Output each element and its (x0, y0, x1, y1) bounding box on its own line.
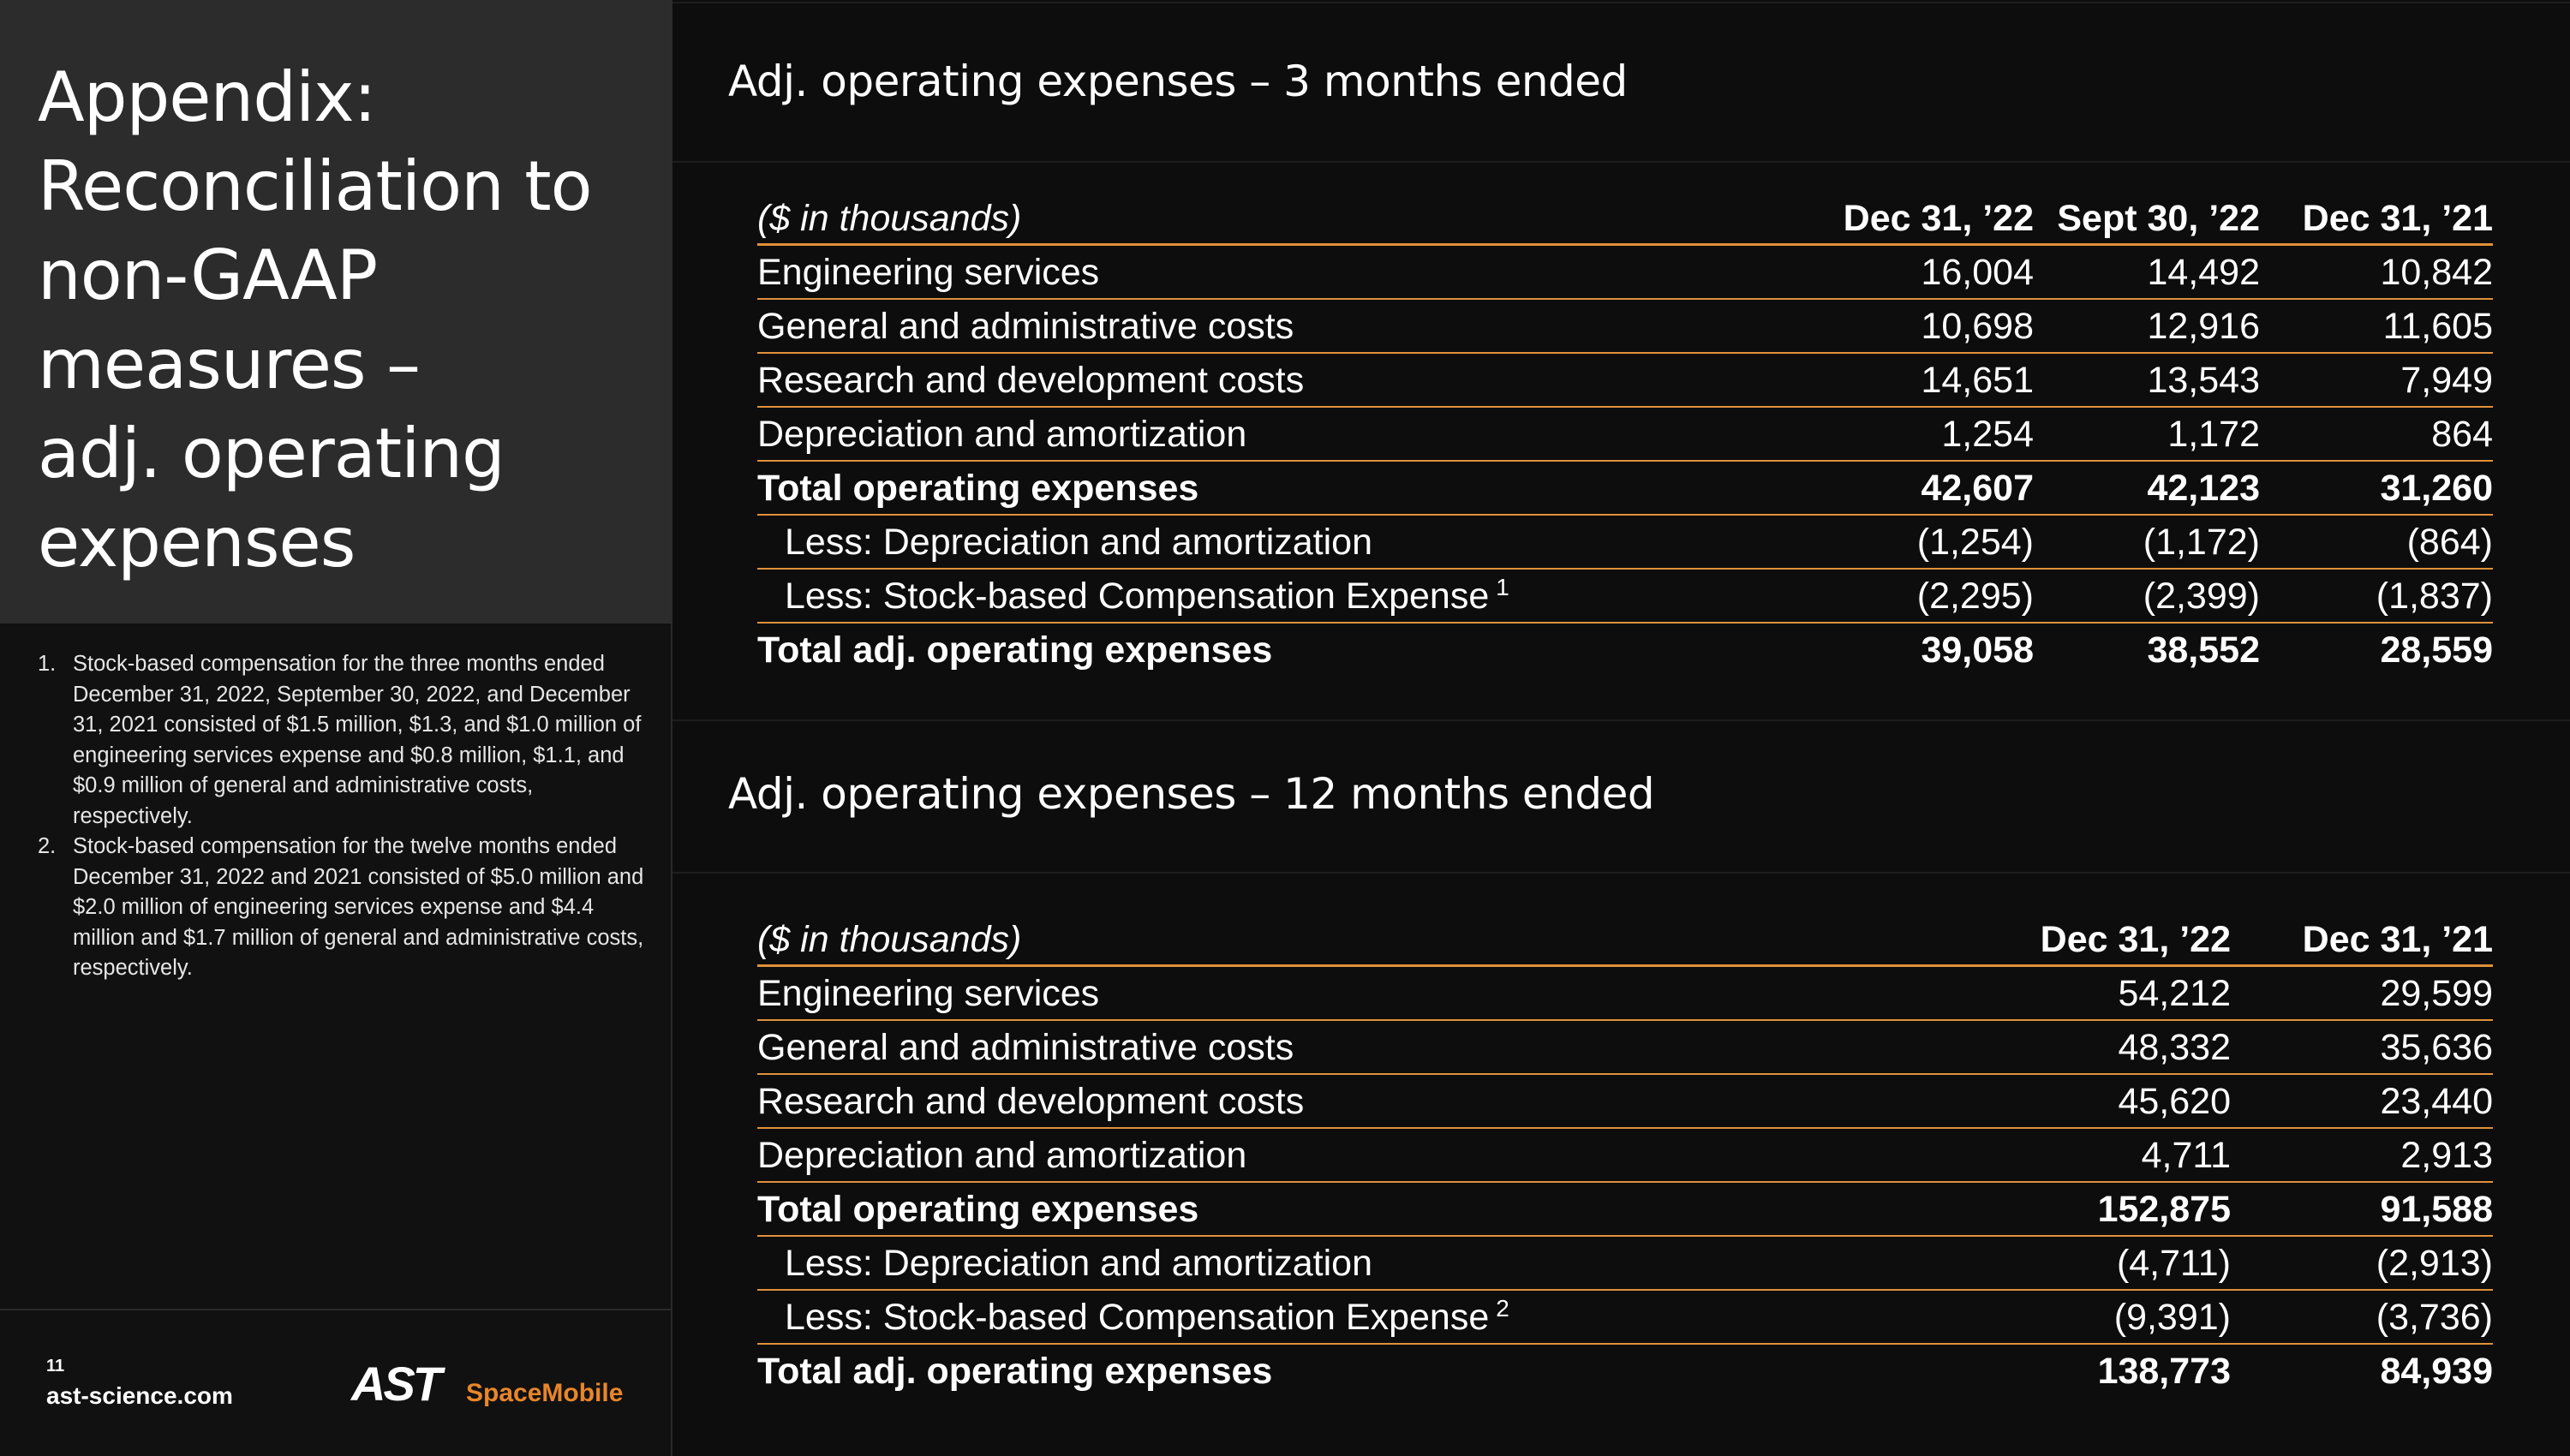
sidebar (0, 0, 672, 1456)
row-label-text: Less: Depreciation and amortization (785, 1243, 1372, 1284)
value-cell: (2,913) (2376, 1243, 2493, 1284)
value-cell: 31,260 (2380, 468, 2493, 509)
table-row (757, 1021, 2493, 1075)
logo-sub: SpaceMobile (466, 1379, 624, 1407)
value-cell: 84,939 (2380, 1351, 2493, 1392)
table-row (757, 1345, 2493, 1399)
column-header: Dec 31, ’21 (2302, 198, 2493, 239)
row-label (757, 967, 1099, 1021)
table-3-months (757, 192, 2493, 677)
value-cell: 12,916 (2147, 306, 2260, 347)
value-cell: 10,842 (2380, 252, 2493, 293)
table-header-row (757, 913, 2493, 967)
value-cell: 42,123 (2147, 468, 2260, 509)
divider (672, 872, 2570, 874)
column-header: Sept 30, ’22 (2057, 198, 2260, 239)
row-label (757, 246, 1099, 300)
row-label-text: Total operating expenses (757, 1189, 1199, 1230)
footnote-number: 1. (38, 652, 57, 676)
value-cell: 29,599 (2380, 973, 2493, 1014)
table-header-row (757, 192, 2493, 246)
page-title: Appendix: Reconciliation to non-GAAP measures – adj. operating expenses (38, 57, 592, 582)
value-cell: 14,651 (1921, 360, 2034, 401)
divider (672, 2, 2570, 3)
row-label (757, 300, 1294, 354)
row-label-text: Total adj. operating expenses (757, 1351, 1273, 1392)
footnote-ref: 1 (1496, 573, 1509, 600)
value-cell: 23,440 (2380, 1081, 2493, 1122)
value-cell: (2,399) (2143, 576, 2260, 617)
value-cell: (1,172) (2143, 522, 2260, 563)
footnote-ref: 2 (1496, 1294, 1509, 1322)
value-cell: 48,332 (2118, 1027, 2231, 1068)
value-cell: 864 (2431, 414, 2493, 455)
sidebar-footer (0, 1309, 672, 1456)
website-link[interactable]: ast-science.com (46, 1382, 233, 1409)
table-row (757, 300, 2493, 354)
table-row (757, 408, 2493, 462)
row-label (757, 1129, 1246, 1183)
value-cell: 4,711 (2141, 1135, 2231, 1176)
value-cell: 1,254 (1941, 414, 2034, 455)
page-number: 11 (46, 1357, 65, 1375)
title-box (0, 0, 672, 624)
row-label-text: Less: Stock-based Compensation Expense (785, 576, 1490, 617)
value-cell: 91,588 (2380, 1189, 2493, 1230)
logo-main: AST (351, 1357, 439, 1411)
table-row (757, 354, 2493, 408)
value-cell: 45,620 (2118, 1081, 2231, 1122)
value-cell: 28,559 (2380, 630, 2493, 671)
column-header: Dec 31, ’22 (2040, 919, 2231, 960)
footnote-text: Stock-based compensation for the twelve months ended December 31, 2022 and 2021 consisted of $5.0 million and $2.0 million of engineering services expense and $4.4 million and $1.7 million of general and administrative costs, respectively. (73, 834, 644, 980)
table-row (757, 246, 2493, 300)
table-row (757, 1183, 2493, 1237)
footnotes-list (38, 649, 654, 984)
divider (672, 161, 2570, 163)
value-cell: 14,492 (2147, 252, 2260, 293)
value-cell: 38,552 (2147, 630, 2260, 671)
value-cell: (9,391) (2113, 1297, 2231, 1338)
value-cell: 10,698 (1921, 306, 2034, 347)
row-label (785, 516, 1372, 570)
value-cell: 11,605 (2382, 306, 2493, 347)
value-cell: 138,773 (2097, 1351, 2231, 1392)
row-label (785, 1237, 1372, 1291)
value-cell: 16,004 (1921, 252, 2034, 293)
table-12-months (757, 913, 2493, 1399)
column-header: Dec 31, ’21 (2302, 919, 2493, 960)
row-label (757, 1345, 1272, 1399)
section-title-3m: Adj. operating expenses – 3 months ended (728, 57, 1628, 106)
value-cell: 42,607 (1921, 468, 2034, 509)
row-label (757, 408, 1246, 462)
row-label (757, 1021, 1294, 1075)
value-cell: 152,875 (2097, 1189, 2231, 1230)
row-label (785, 570, 1509, 624)
value-cell: (4,711) (2116, 1243, 2231, 1284)
row-label-text: General and administrative costs (757, 306, 1294, 347)
row-label-text: Total adj. operating expenses (757, 630, 1273, 671)
row-label-text: Less: Depreciation and amortization (785, 522, 1372, 563)
value-cell: 13,543 (2147, 360, 2260, 401)
footnote-2 (38, 832, 654, 984)
value-cell: 35,636 (2380, 1027, 2493, 1068)
row-label (757, 624, 1272, 677)
row-label-text: General and administrative costs (757, 1027, 1294, 1068)
value-cell: 39,058 (1921, 630, 2034, 671)
footnote-number: 2. (38, 834, 57, 858)
divider (672, 719, 2570, 721)
row-label (785, 1291, 1509, 1345)
value-cell: 54,212 (2118, 973, 2231, 1014)
row-label (757, 462, 1198, 516)
table-row (757, 624, 2493, 677)
row-label-text: Research and development costs (757, 360, 1305, 401)
column-header: Dec 31, ’22 (1843, 198, 2034, 239)
row-label (757, 1183, 1198, 1237)
row-label (757, 354, 1304, 408)
unit-label: ($ in thousands) (757, 919, 1022, 960)
value-cell: 7,949 (2400, 360, 2493, 401)
section-title-12m: Adj. operating expenses – 12 months ended (728, 769, 1655, 819)
table-row (757, 462, 2493, 516)
row-label-text: Engineering services (757, 973, 1100, 1014)
value-cell: 2,913 (2400, 1135, 2493, 1176)
unit-label: ($ in thousands) (757, 198, 1022, 239)
footnote-text: Stock-based compensation for the three months ended December 31, 2022, September 30, 2022, and December 31, 2021 consisted of $1.5 million, $1.3, and $1.0 million of engineering services expense and $0.8 million, $1.1, and $0.9 million of general and administrative costs, respectively. (73, 652, 642, 828)
row-label-text: Depreciation and amortization (757, 414, 1247, 455)
table-row (757, 1129, 2493, 1183)
table-row (757, 967, 2493, 1021)
value-cell: 1,172 (2167, 414, 2260, 455)
value-cell: (2,295) (1916, 576, 2034, 617)
table-row (757, 570, 2493, 624)
value-cell: (1,837) (2376, 576, 2493, 617)
row-label-text: Depreciation and amortization (757, 1135, 1247, 1176)
value-cell: (3,736) (2376, 1297, 2493, 1338)
footnote-1 (38, 649, 654, 832)
table-row (757, 1291, 2493, 1345)
table-row (757, 1237, 2493, 1291)
row-label-text: Less: Stock-based Compensation Expense (785, 1297, 1490, 1338)
row-label (757, 1075, 1304, 1129)
row-label-text: Engineering services (757, 252, 1100, 293)
value-cell: (864) (2406, 522, 2493, 563)
table-row (757, 1075, 2493, 1129)
value-cell: (1,254) (1916, 522, 2034, 563)
row-label-text: Research and development costs (757, 1081, 1305, 1122)
table-row (757, 516, 2493, 570)
row-label-text: Total operating expenses (757, 468, 1199, 509)
